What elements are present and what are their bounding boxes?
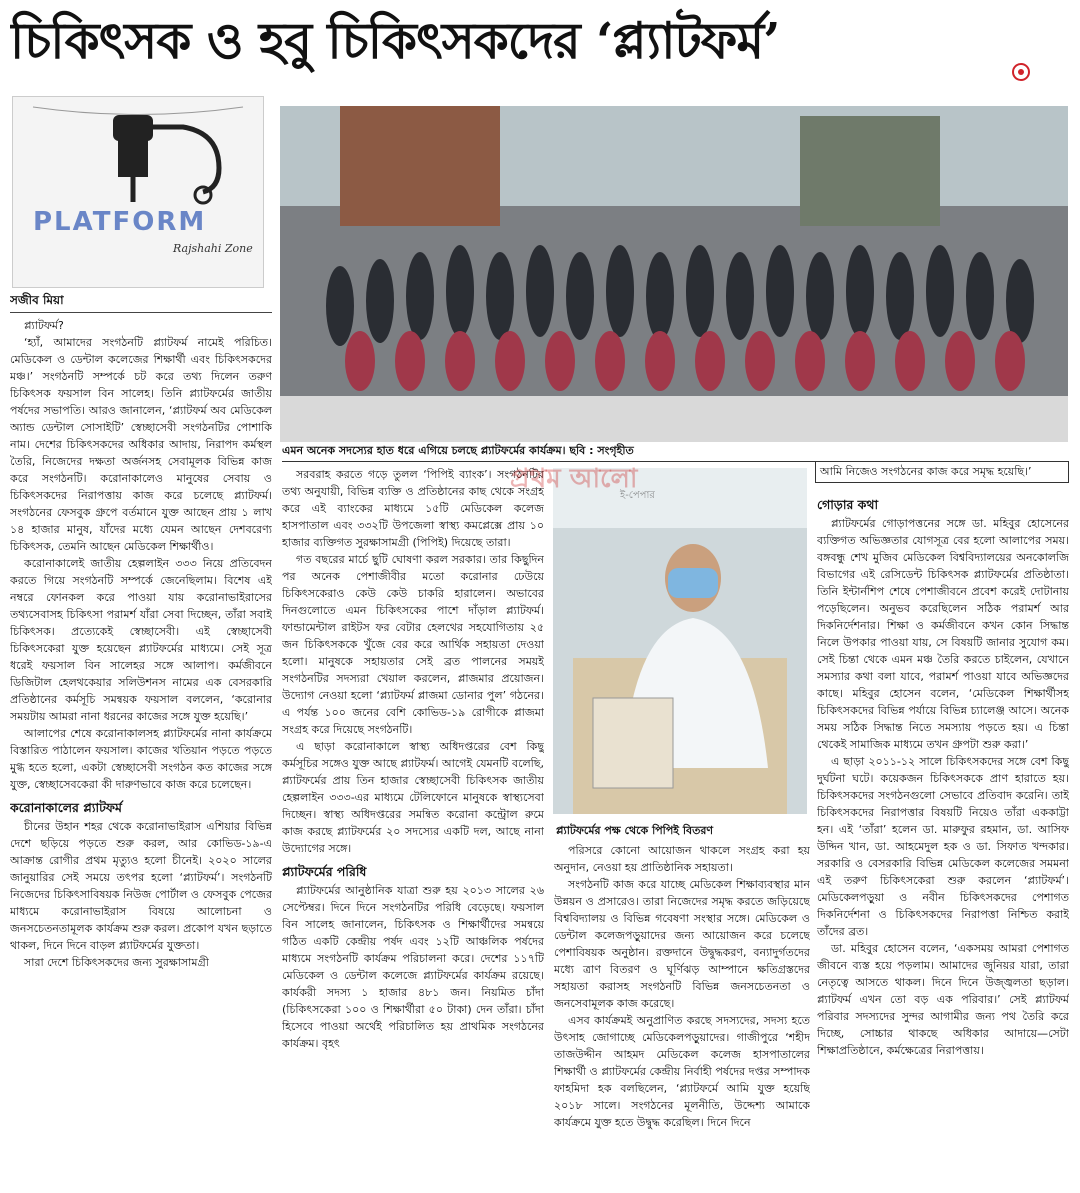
platform-logo-text: PLATFORM [33, 207, 207, 237]
paragraph: এ ছাড়া করোনাকালে স্বাস্থ্য অধিদপ্তরের বেশ কিছু কর্মসূচির সঙ্গেও যুক্ত আছে প্ল্যাটফর্ম। আগেই যেমনটি বলেছি, প্ল্যাটফর্মের প্রায় তিন হাজার স্বেচ্ছাসেবী চিকিৎসক জাতীয় হেল্পলাইন ৩৩৩-এর মাধ্যমে টেলিফোনে মানুষকে স্বাস্থ্যসেবা দিচ্ছেন। স্বাস্থ্য অধিদপ্তরের সমন্বিত করোনা কন্ট্রোল রুমে কাজ করছে প্ল্যাটফর্মের ২০ সদস্যের একটি দল, আছে নানা উদ্যোগের সঙ্গে। [282, 740, 544, 855]
quote-box: আমি নিজেও সংগঠনের কাজ করে সমৃদ্ধ হয়েছি।’ [815, 461, 1069, 483]
platform-illustration [12, 96, 264, 288]
platform-sub-text: Rajshahi Zone [173, 242, 253, 255]
paragraph: চীনের উহান শহর থেকে করোনাভাইরাস এশিয়ার বিভিন্ন দেশে ছড়িয়ে পড়তে শুরু করল, আর কোভিড-১৯-এ আক্রান্ত রোগীর প্রথম মৃত্যুও হলো চীনেই। ২০২০ সালের জানুয়ারির সেই সময়ে তৎপর হলো ‘প্ল্যাটফর্ম’। সংগঠনটি নিজেদের চিকিৎসাবিষয়ক নিউজ পোর্টাল ও ফেসবুক পেজের মাধ্যমে করোনাভাইরাস বিষয়ে আলোচনা ও জনসচেতনতামূলক কার্যক্রম শুরু করল। প্রকোপ যখন ছড়াতে থাকল, দিনে দিনে বাড়ল প্ল্যাটফর্মের যুক্ততা। [10, 820, 272, 952]
column-4 [817, 490, 1069, 1188]
paragraph: এ ছাড়া ২০১১-১২ সালে চিকিৎসকদের সঙ্গে বেশ কিছু দুর্ঘটনা ঘটে। কয়েকজন চিকিৎসককে প্রাণ হারাতে হয়। চিকিৎসকদের সংগঠনগুলো সেভাবে প্রতিবাদ করেনি। তাই চিকিৎসকদের নিরাপত্তার বিষয়টি নিয়েও তাঁরা এককাট্টা হন। এই ‘তাঁরা’ হলেন ডা. মারুফুর রহমান, ডা. আসিফ উদ্দিন খান, ডা. আহমেদুল হক ও ডা. সিফাত খন্দকার। সরকারি ও বেসরকারি বিভিন্ন মেডিকেল কলেজের সমমনা এই তরুণ চিকিৎসকেরা শুরু করলেন ‘প্ল্যাটফর্ম’। মেডিকেলপড়ুয়া ও নবীন চিকিৎসকদের পেশাগত দিকনির্দেশনা ও চিকিৎসকদের নিরাপত্তা নিশ্চিত করাই তাঁদের ব্রত। [817, 755, 1069, 938]
paragraph: প্ল্যাটফর্ম? [24, 319, 64, 332]
photo-caption: প্ল্যাটফর্মের পক্ষ থেকে পিপিই বিতরণ [556, 824, 714, 837]
subheading: গোড়ার কথা [817, 497, 879, 512]
photo-caption: এমন অনেক সদস্যের হাত ধরে এগিয়ে চলছে প্ল্যাটফর্মের কার্যক্রম। ছবি : সংগৃহীত [282, 444, 1062, 462]
paragraph: সংগঠনটি কাজ করে যাচ্ছে মেডিকেল শিক্ষাব্যবস্থার মান উন্নয়ন ও প্রসারেও। তারা নিজেদের সমৃদ্ধ করতে জড়িয়েছে বিশ্ববিদ্যালয় ও বিভিন্ন গবেষণা সংস্থার সঙ্গে। মেডিকেল ও ডেন্টাল কলেজপড়ুয়াদের জন্য আয়োজন করে চলেছে পেশাবিষয়ক অনুষ্ঠান। রক্তদানে উদ্বুদ্ধকরণ, বন্যাদুর্গতদের মধ্যে ত্রাণ বিতরণ ও ঘূর্ণিঝড় আম্পানে ক্ষতিগ্রস্তদের সহায়তা করাসহ সংগঠনটি বিভিন্ন জনসচেতনতা ও জনসেবামূলক কাজ করেছে। [554, 878, 810, 1010]
paragraph: ডা. মহিবুর হোসেন বলেন, ‘একসময় আমরা পেশাগত জীবনে ব্যস্ত হয়ে পড়লাম। আমাদের জুনিয়র যারা, তারা নেতৃত্বে আসতে থাকল। দিনে দিনে উজ্জ্বলতা ছড়াল। প্ল্যাটফর্ম এখন তো বড় এক পরিবার।’ সেই প্ল্যাটফর্ম পরিবার সদস্যদের সুন্দর আগামীর জন্য পথ তৈরি করে দিচ্ছে, সোচ্চার থাকছে অধিকার আদায়ে—সেটা শিক্ষাপ্রতিষ্ঠানে, কর্মক্ষেত্রের নিরাপত্তায়। [817, 942, 1069, 1057]
paragraph: ‘হ্যাঁ, আমাদের সংগঠনটি প্ল্যাটফর্ম নামেই পরিচিত। মেডিকেল ও ডেন্টাল কলেজের শিক্ষার্থী এবং চিকিৎসকদের মঞ্চ।’ সংগঠনটি সম্পর্কে চট করে তথ্য দিলেন তরুণ চিকিৎসক ফয়সাল বিন সালেহ। তিনি প্ল্যাটফর্মের জাতীয় পর্ষদের সভাপতি। আরও জানালেন, ‘প্ল্যাটফর্ম অব মেডিকেল অ্যান্ড ডেন্টাল সোসাইটি’ স্বেচ্ছাসেবী সংগঠনটির পোশাকি নাম। দেশের চিকিৎসকদের অধিকার আদায়, নিরাপদ কর্মস্থল তৈরি, নিজেদের দক্ষতা অর্জনসহ সেবামূলক বিভিন্ন কাজ করে সংগঠনটি। করোনাকালেও মানুষের সেবায় ও চিকিৎসকদের নিরাপত্তায় কাজ করে চলেছে প্ল্যাটফর্ম। সংগঠনের ফেসবুক গ্রুপে বর্তমানে যুক্ত আছেন প্রায় ১ লাখ ১৪ হাজার মানুষ, যাঁদের মধ্যে যেমন আছেন দেশবরেণ্য চিকিৎসক, তেমনি আছেন মেডিকেল শিক্ষার্থীও। [10, 336, 272, 553]
paragraph: গত বছরের মার্চে ছুটি ঘোষণা করল সরকার। তার কিছুদিন পর অনেক পেশাজীবীর মতো করোনার ঢেউয়ে চিকিৎসকেরাও কেউ কেউ চাকরি হারালেন। অভাবের দিনগুলোতে এমন চিকিৎসকের পাশে দাঁড়াল প্ল্যাটফর্ম। ফান্ডামেন্টাল রাইটস ফর বেটার হেলথের সহযোগিতায় ২৫ জন চিকিৎসককে খুঁজে বের করে আর্থিক সহায়তা দেওয়া হলো। মানুষকে সহায়তার সেই ব্রত পালনের সময়ই সংগঠনটির সদস্যরা খেয়াল করলেন, প্লাজমার প্রয়োজন। উদ্যোগ নেওয়া হলো ‘প্ল্যাটফর্ম প্লাজমা ডোনার পুল’ গঠনের। এ পর্যন্ত ১০০ জনের বেশি কোভিড-১৯ রোগীকে প্লাজমা সংগ্রহ করে দিয়েছে সংগঠনটি। [282, 553, 544, 736]
column-1 [10, 292, 272, 1187]
paragraph: আলাপের শেষে করোনাকালসহ প্ল্যাটফর্মের নানা কার্যক্রমে বিস্তারিত পাঠালেন ফয়সাল। কাজের খতিয়ান পড়তে পড়তে মুগ্ধ হতে হলো, একটা স্বেচ্ছাসেবী সংগঠন কত কাজের সঙ্গে যুক্ত, স্বেচ্ছাসেবকেরা কী দারুণভাবে কাজ করে চলেছেন। [10, 727, 272, 791]
group-photo [280, 106, 1068, 442]
subheading: প্ল্যাটফর্মের পরিধি [282, 864, 367, 879]
fist-stethoscope-icon [13, 97, 263, 287]
column-3 [554, 842, 810, 1188]
headline: চিকিৎসক ও হবু চিকিৎসকদের ‘প্ল্যাটফর্ম’ [10, 11, 780, 70]
logo-mark-icon [1012, 63, 1030, 81]
subheading: করোনাকালের প্ল্যাটফর্ম [10, 800, 122, 815]
paragraph: করোনাকালেই জাতীয় হেল্পলাইন ৩৩৩ নিয়ে প্রতিবেদন করতে গিয়ে সংগঠনটি সম্পর্কে জেনেছিলাম। বিশেষ এই নম্বরে ফোনকল করে পাওয়া যায় করোনাভাইরাসের তথ্যসেবাসহ চিকিৎসা পরামর্শ যাঁরা সেবা দিচ্ছেন, তাঁরা সবাই চিকিৎসক। প্রত্যেকেই স্বেচ্ছাসেবী। এই স্বেচ্ছাসেবী চিকিৎসকেরা যুক্ত হয়েছেন প্ল্যাটফর্মের মাধ্যমে। সেই সূত্র ধরেই ফয়সাল বিন সালেহর সঙ্গে আলাপ। কর্মজীবনে ডিজিটাল হেলথকেয়ার সলিউশনস নামের এক বেসরকারি প্রতিষ্ঠানের কর্মসূচি সমন্বয়ক ফয়সাল বললেন, ‘করোনার সময়টায় আমরা নানা ধরনের কাজের সঙ্গে যুক্ত হয়েছি।’ [10, 557, 272, 723]
byline: সজীব মিয়া [10, 292, 272, 313]
watermark: প্রথম আলো [510, 464, 638, 494]
paragraph: প্ল্যাটফর্মের গোড়াপত্তনের সঙ্গে ডা. মহিবুর হোসেনের ব্যক্তিগত অভিজ্ঞতার যোগসূত্র বের হলো আলাপের সময়। বঙ্গবন্ধু শেখ মুজিব মেডিকেল বিশ্ববিদ্যালয়ের অনকোলজি বিভাগের এই রেসিডেন্ট চিকিৎসক প্ল্যাটফর্মের প্রতিষ্ঠাতা। তিনি ইন্টার্নশিপ শেষে পেশাজীবনে প্রবেশ করেই দোটানায় পড়েছিলেন। অনুভব করেছিলেন সঠিক পরামর্শ আর দিকনির্দেশনার। শিক্ষা ও কর্মজীবনে কখন কোন সিদ্ধান্ত নিলে উপকার পাওয়া যায়, সে বিষয়টি জানার সুযোগ কম। সেই চিন্তা থেকে এমন মঞ্চ তৈরি করতে চাইলেন, যেখানে সমস্যার কথা বলা যাবে, পরামর্শ পাওয়া যাবে অভিজ্ঞদের কাছে। মহিবুর হোসেন বলেন, ‘মেডিকেল শিক্ষার্থীসহ চিকিৎসকদের বিভিন্ন পর্যায়ে বিভিন্ন চ্যালেঞ্জ আসে। অনেক সময় সঠিক সিদ্ধান্ত নিতে সমস্যায় পড়তে হয়। এ চিন্তা থেকেই সামাজিক মাধ্যমে তখন গ্রুপটা শুরু করা।’ [817, 517, 1069, 751]
paragraph: সারা দেশে চিকিৎসকদের জন্য সুরক্ষাসামগ্রী [24, 956, 209, 969]
column-2 [282, 466, 544, 1188]
ppe-photo [553, 468, 807, 814]
paragraph: এসব কার্যক্রমই অনুপ্রাণিত করছে সদস্যদের, সদস্য হতে উৎসাহ জোগাচ্ছে মেডিকেলপড়ুয়াদের। গাজীপুরে ‘শহীদ তাজউদ্দীন আহমদ মেডিকেল কলেজ হাসপাতালের শিক্ষার্থী ও প্ল্যাটফর্মের কেন্দ্রীয় নির্বাহী পর্ষদের দপ্তর সম্পাদক ফাহমিদা হক বলছিলেন, ‘প্ল্যাটফর্মে আমি যুক্ত হয়েছি ২০১৮ সালে। সংগঠনের মূলনীতি, উদ্দেশ্য আমাকে কার্যক্রমে যুক্ত হতে উদ্বুদ্ধ করেছিল। দিনে দিনে [554, 1014, 810, 1129]
paragraph: পরিসরে কোনো আয়োজন থাকলে সংগ্রহ করা হয় অনুদান, নেওয়া হয় প্রাতিষ্ঠানিক সহায়তা। [554, 844, 810, 874]
paragraph: প্ল্যাটফর্মের আনুষ্ঠানিক যাত্রা শুরু হয় ২০১৩ সালের ২৬ সেপ্টেম্বর। দিনে দিনে সংগঠনটির পরিধি বেড়েছে। ফয়সাল বিন সালেহ জানালেন, চিকিৎসক ও শিক্ষার্থীদের সমন্বয়ে গঠিত একটি কেন্দ্রীয় পর্ষদ এবং ১২টি আঞ্চলিক পর্ষদের মাধ্যমে সংগঠনটি কার্যক্রম পরিচালনা করে। দেশের ১১৭টি মেডিকেল ও ডেন্টাল কলেজে প্ল্যাটফর্মের কার্যক্রম রয়েছে। কার্যকরী সদস্য ১ হাজার ৪৮১ জন। নিয়মিত চাঁদা (চিকিৎসকেরা ১০০ ও শিক্ষার্থীরা ৫০ টাকা) দেন তাঁরা। চাঁদা হিসেবে পাওয়া অর্থেই পরিচালিত হয় প্রাথমিক সংগঠনের কার্যক্রম। বৃহৎ [282, 884, 544, 1050]
watermark-sub: ই-পেপার [620, 490, 655, 501]
paragraph: সরবরাহ করতে গড়ে তুলল ‘পিপিই ব্যাংক’। সংগঠনটির তথ্য অনুযায়ী, বিভিন্ন ব্যক্তি ও প্রতিষ্ঠানের কাছ থেকে সংগ্রহ করে এই ব্যাংকের মাধ্যমে ১৫টি মেডিকেল কলেজ হাসপাতাল এবং ৩৩২টি উপজেলা স্বাস্থ্য কমপ্লেক্সে প্রায় ১০ হাজার ব্যক্তিগত সুরক্ষাসামগ্রী (পিপিই) দিয়েছে তারা। [282, 468, 544, 549]
